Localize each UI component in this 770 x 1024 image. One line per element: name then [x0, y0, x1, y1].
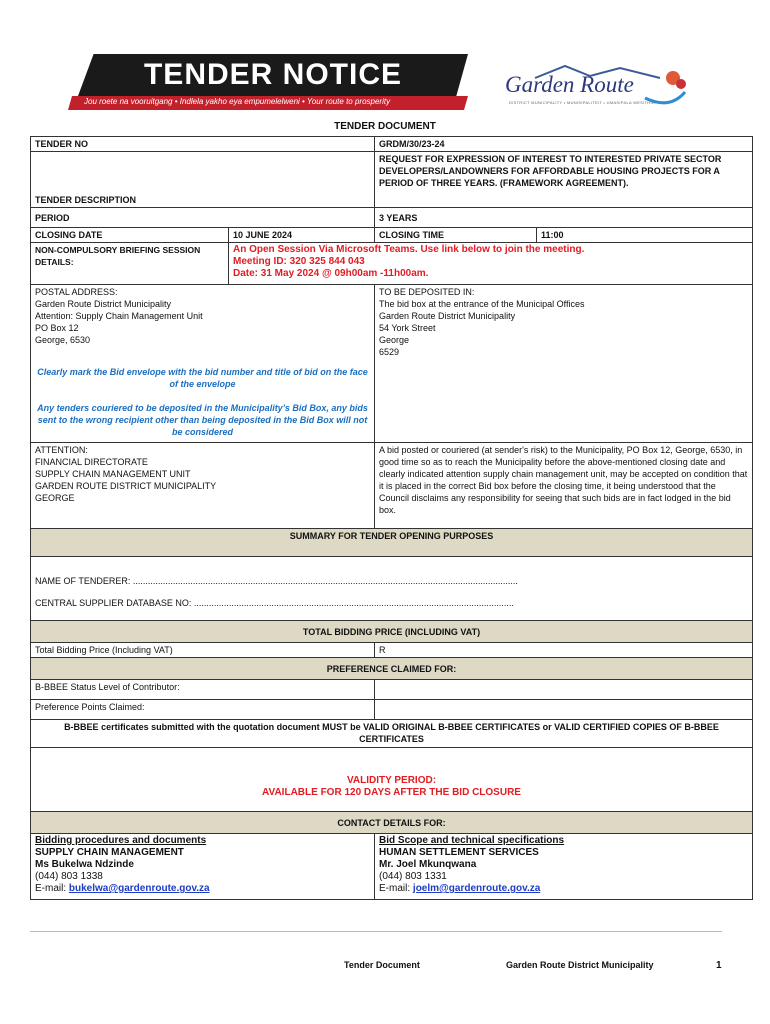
- contact-hss-unit: HUMAN SETTLEMENT SERVICES: [379, 847, 539, 858]
- page-number: 1: [716, 960, 722, 971]
- briefing-label: NON-COMPULSORY BRIEFING SESSION DETAILS:: [31, 243, 229, 285]
- attention-line: GEORGE: [35, 493, 75, 503]
- bbbee-status-value: [375, 680, 753, 700]
- preference-points-label: Preference Points Claimed:: [31, 700, 375, 720]
- attention-cell: [31, 443, 375, 529]
- closing-date-value: 10 JUNE 2024: [229, 228, 375, 243]
- tender-no-label: TENDER NO: [31, 137, 375, 152]
- deposit-line: The bid box at the entrance of the Municipal Offices: [379, 299, 585, 309]
- price-heading: TOTAL BIDDING PRICE (INCLUDING VAT): [31, 621, 753, 643]
- attention-line: FINANCIAL DIRECTORATE: [35, 457, 148, 467]
- tender-table: [30, 136, 753, 900]
- postal-line: Attention: Supply Chain Management Unit: [35, 311, 203, 321]
- deposit-line: 6529: [379, 347, 400, 357]
- tender-desc-label: TENDER DESCRIPTION: [31, 152, 375, 208]
- contact-scm-title: Bidding procedures and documents: [35, 835, 207, 846]
- period-value: 3 YEARS: [375, 208, 753, 228]
- validity-cell: [31, 748, 753, 812]
- contact-scm-name: Ms Bukelwa Ndzinde: [35, 859, 134, 870]
- attention-line: GARDEN ROUTE DISTRICT MUNICIPALITY: [35, 481, 217, 491]
- postal-line: PO Box 12: [35, 323, 79, 333]
- garden-route-logo: [495, 64, 690, 114]
- banner-tagline: Jou roete na vooruitgang • Indlela yakho eya empumelelweni • Your route to prosperity: [84, 97, 391, 106]
- postal-address-label: POSTAL ADDRESS:: [35, 287, 118, 297]
- logo-name: Garden Route: [505, 72, 634, 97]
- closing-time-value: 11:00: [537, 228, 753, 243]
- period-label: PERIOD: [31, 208, 375, 228]
- contact-scm-phone: (044) 803 1338: [35, 871, 103, 882]
- bbbee-status-label: B-BBEE Status Level of Contributor:: [31, 680, 375, 700]
- contact-scm-email-row: [35, 883, 370, 895]
- contact-hss-phone: (044) 803 1331: [379, 871, 447, 882]
- summary-heading: SUMMARY FOR TENDER OPENING PURPOSES: [31, 529, 753, 557]
- footer-left: Tender Document: [344, 960, 420, 970]
- attention-line: ATTENTION:: [35, 445, 88, 455]
- contact-hss-name: Mr. Joel Mkunqwana: [379, 859, 477, 870]
- price-value: R: [375, 643, 753, 658]
- closing-time-label: CLOSING TIME: [375, 228, 537, 243]
- envelope-marking-note: Clearly mark the Bid envelope with the bid number and title of bid on the face of the envelope: [37, 367, 368, 389]
- tender-no-value: GRDM/30/23-24: [375, 137, 753, 152]
- validity-label: VALIDITY PERIOD:: [346, 774, 437, 786]
- posting-conditions: A bid posted or couriered (at sender's risk) to the Municipality, PO Box 12, George, 6530, in good time so as to reach the Municipality before the above-mentioned closing date and clearly indicated attention supply chain management unit, may be accepted on condition that it is placed in the correct Bid box before the closing time, it being understood that the Council disclaims any responsibility for seeing that such bids are in fact lodged in the bid box.: [375, 443, 753, 529]
- tender-notice-banner: [68, 54, 468, 110]
- deposit-label: TO BE DEPOSITED IN:: [379, 287, 475, 297]
- postal-line: George, 6530: [35, 335, 91, 345]
- deposit-line: 54 York Street: [379, 323, 436, 333]
- tender-desc-value: REQUEST FOR EXPRESSION OF INTEREST TO INTERESTED PRIVATE SECTOR DEVELOPERS/LANDOWNERS FOR AFFORDABLE HOUSING PROJECTS FOR A PERIOD OF THREE YEARS. (FRAMEWORK AGREEMENT).: [375, 152, 753, 208]
- briefing-meeting-id: Meeting ID: 320 325 844 043: [233, 256, 365, 267]
- preference-points-value: [375, 700, 753, 720]
- contact-hss: [375, 834, 753, 900]
- contact-heading: CONTACT DETAILS FOR:: [31, 812, 753, 834]
- document-heading: TENDER DOCUMENT: [334, 121, 436, 132]
- preference-heading: PREFERENCE CLAIMED FOR:: [31, 658, 753, 680]
- csd-number-field: CENTRAL SUPPLIER DATABASE NO: ................................................................................................................................: [35, 597, 514, 608]
- tenderer-name-field: NAME OF TENDERER: ..........................................................................................................................................................: [35, 575, 518, 586]
- contact-scm-unit: SUPPLY CHAIN MANAGEMENT: [35, 847, 184, 858]
- briefing-details: [229, 243, 753, 285]
- bbbee-certificate-note: B-BBEE certificates submitted with the quotation document MUST be VALID ORIGINAL B-BBEE CERTIFICATES or VALID CERTIFIED COPIES OF B-BBEE CERTIFICATES: [31, 720, 753, 748]
- logo-subtitle: DISTRICT MUNICIPALITY • MUNISIPALITEIT • UMASIPALA WESITHILI: [509, 100, 656, 105]
- email-label: E-mail:: [379, 883, 413, 894]
- postal-line: Garden Route District Municipality: [35, 299, 172, 309]
- email-label: E-mail:: [35, 883, 69, 894]
- contact-hss-email-row: [379, 883, 748, 895]
- footer-center: Garden Route District Municipality: [506, 960, 654, 970]
- summary-fields: [31, 557, 753, 621]
- briefing-line-1: An Open Session Via Microsoft Teams. Use link below to join the meeting.: [233, 244, 585, 255]
- deposit-cell: [375, 285, 753, 443]
- contact-hss-email-link[interactable]: joelm@gardenroute.gov.za: [412, 883, 541, 894]
- contact-scm: [31, 834, 375, 900]
- deposit-line: Garden Route District Municipality: [379, 311, 516, 321]
- briefing-date: Date: 31 May 2024 @ 09h00am -11h00am.: [233, 268, 429, 279]
- closing-date-label: CLOSING DATE: [31, 228, 229, 243]
- courier-note: Any tenders couriered to be deposited in the Municipality's Bid Box, any bids sent to the wrong recipient other than being deposited in the Bid Box will not be considered: [37, 403, 368, 437]
- price-label: Total Bidding Price (Including VAT): [31, 643, 375, 658]
- deposit-line: George: [379, 335, 410, 345]
- contact-hss-title: Bid Scope and technical specifications: [379, 835, 565, 846]
- attention-line: SUPPLY CHAIN MANAGEMENT UNIT: [35, 469, 191, 479]
- banner-title: TENDER NOTICE: [143, 58, 402, 91]
- footer-divider: [30, 931, 722, 932]
- validity-period: AVAILABLE FOR 120 DAYS AFTER THE BID CLOSURE: [262, 786, 521, 798]
- postal-address-cell: [31, 285, 375, 443]
- contact-scm-email-link[interactable]: bukelwa@gardenroute.gov.za: [68, 883, 210, 894]
